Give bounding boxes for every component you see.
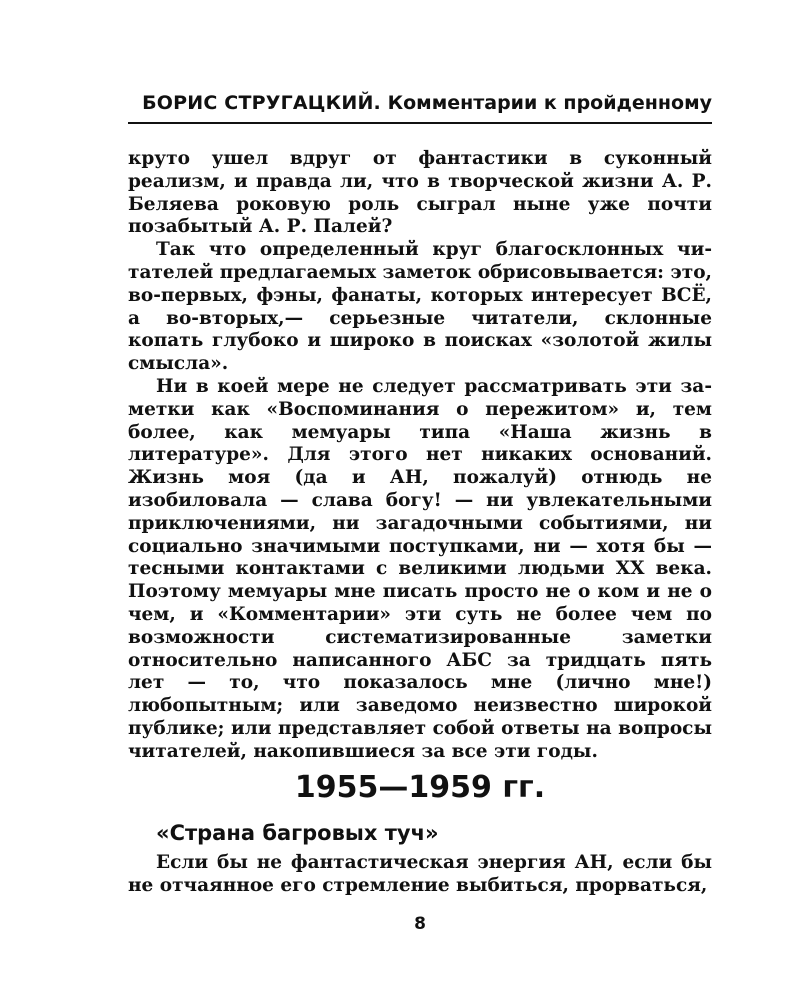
paragraph-section-start: Если бы не фантастическая энергия АН, если бы не отчаянное его стремление выбиться, прорваться, xyxy=(128,852,712,896)
paragraph-not-memoirs: Ни в коей мере не следует рассматривать эти заметки как «Воспоминания о пережитом» и, тем более, как мемуары типа «Наша жизнь в литературе». Для этого нет никаких оснований. Жизнь моя (да и АН, пожалуй) отнюдь не изобиловала — слава богу! — ни увлекательными приключениями, ни загадочными событиями, ни социально значимыми поступками, ни — хотя бы — тесными контактами с великими людьми XX века. Поэтому мемуары мне писать просто не о ком и не о чем, и «Комментарии» эти суть не более чем по возможности систематизированные заметки относительно написанного АБС за тридцать пять лет — то, что показалось мне (лично мне!) любопытным; или заведомо неизвестно широкой публике; или представляет собой ответы на вопросы читателей, накопившиеся за все эти годы. xyxy=(128,375,712,762)
paragraph-continuation: круто ушел вдруг от фантастики в суконный реализм, и правда ли, что в творческой жизни А. Р. Беляева роковую роль сыграл ныне уже почти позабытый А. Р. Палей? xyxy=(128,148,712,238)
header-book-title: Комментарии к пройденному xyxy=(387,92,712,114)
subsection-title: «Страна багровых туч» xyxy=(156,821,439,845)
running-header xyxy=(128,88,712,124)
paragraph-readers: Так что определенный круг благосклонных читателей предлагаемых заметок обрисовывается: это, во-первых, фэны, фанаты, которых интересует ВСЁ, а во-вторых,— серьезные читатели, склонные копать глубоко и широко в поисках «золотой жилы смысла». xyxy=(128,239,712,375)
header-author: БОРИС СТРУГАЦКИЙ. xyxy=(142,92,381,114)
page-number: 8 xyxy=(414,914,426,934)
section-text xyxy=(128,852,712,898)
section-title: 1955—1959 гг. xyxy=(294,770,546,805)
main-text xyxy=(128,148,712,764)
